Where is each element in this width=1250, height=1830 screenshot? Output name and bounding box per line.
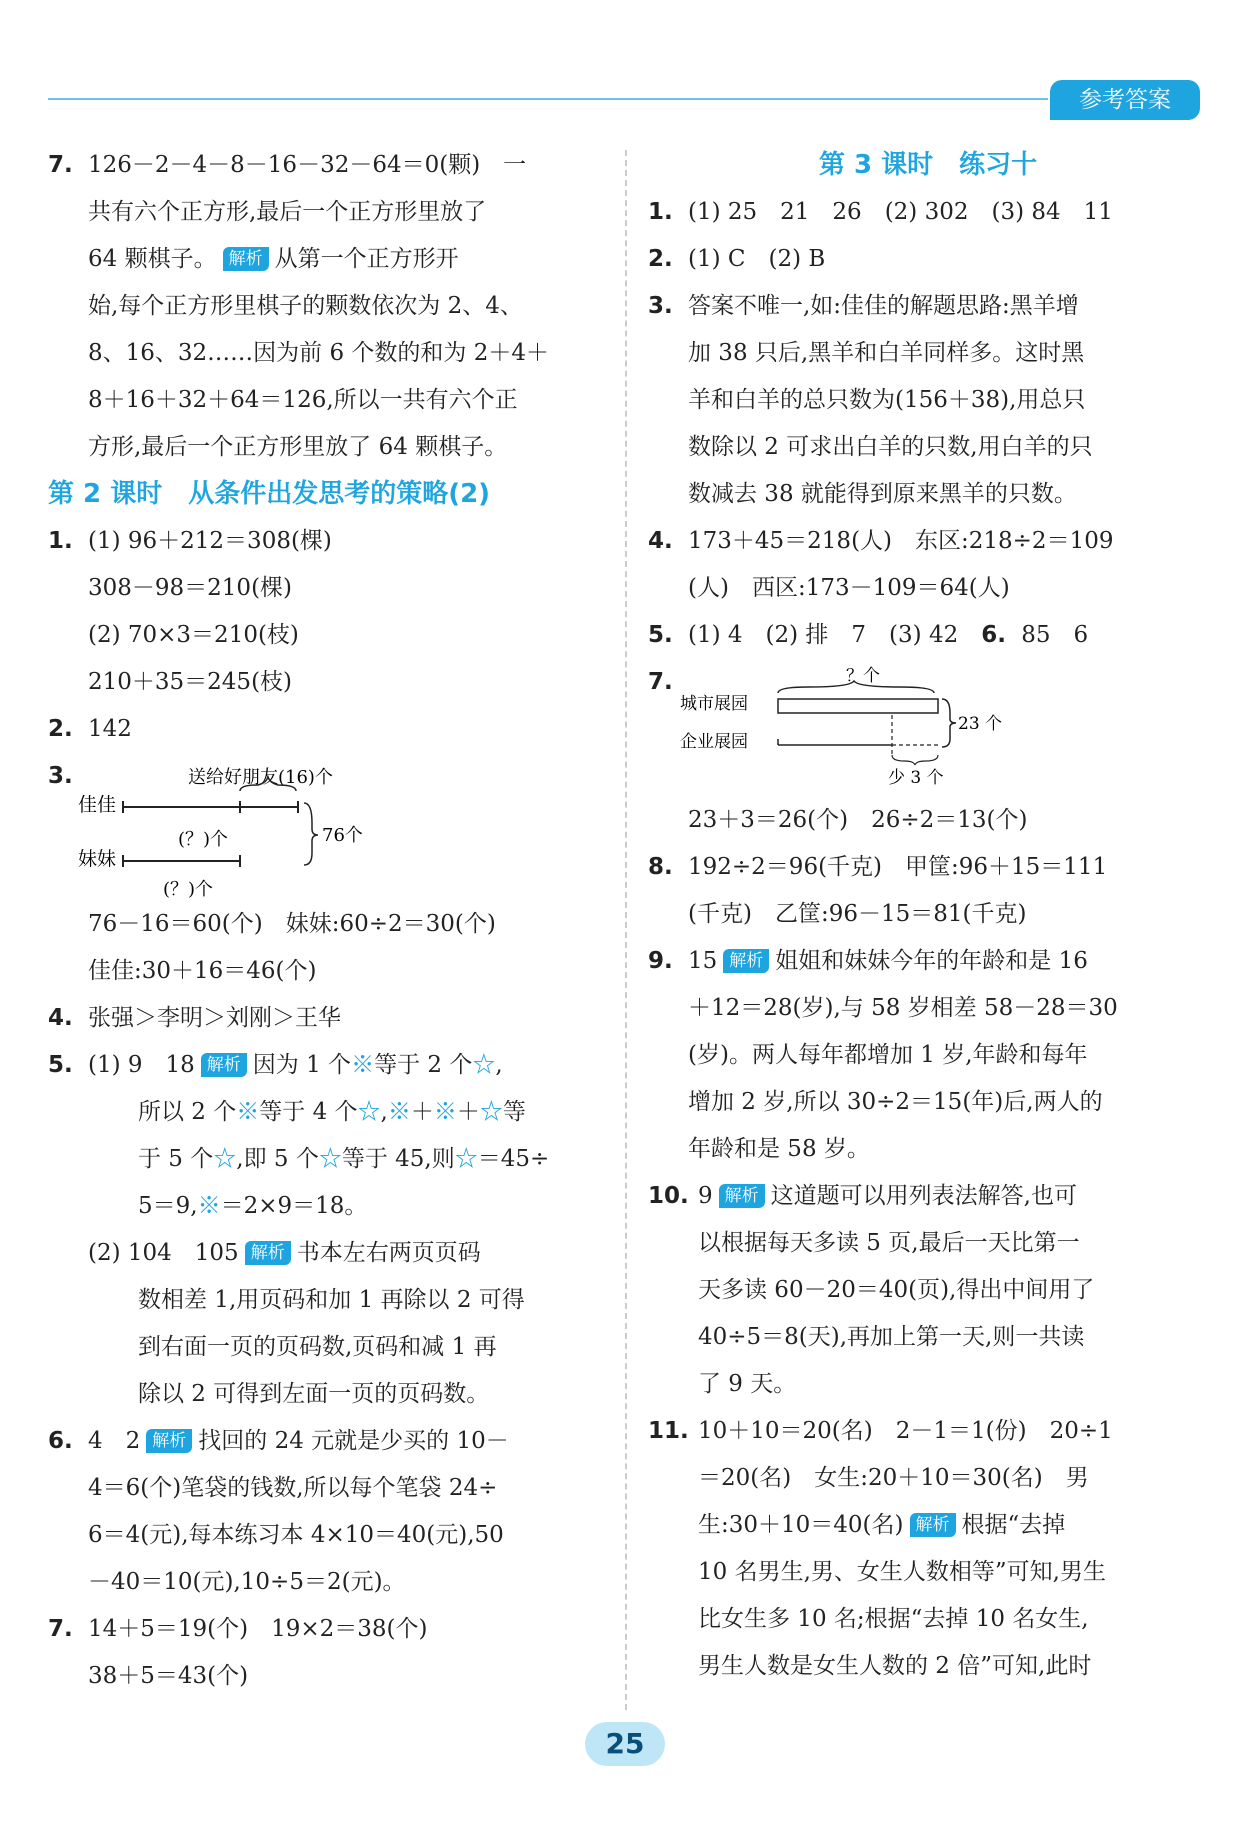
label-unknown-1: (？)个 <box>178 829 229 850</box>
analysis-text: ,即 5 个 <box>236 1146 319 1172</box>
analysis-text: 6＝4(元),每本练习本 4×10＝40(元),50 <box>88 1522 504 1548</box>
analysis-text: 从第一个正方形开 <box>274 246 459 272</box>
answer-text: (2) 70×3＝210(枝) <box>88 622 299 648</box>
analysis-text: 所以 2 个 <box>138 1099 237 1125</box>
analysis-tag: 解析 <box>719 1184 765 1208</box>
left-column: 7. 126－2－4－8－16－32－64＝0(颗) 一 共有六个正方形,最后一个正方形里放了 64 颗棋子。 解析 从第一个正方形开 始,每个正方形里棋子的颗数依次为 2、4、 8、16、32……因为前 6 个数的和为 2＋4＋ 8＋16＋32＋64＝126,所以一共有六个正 方形,最后一个正方形里放了 64 颗棋子。 第 2 课时 从条件出发思考的策略(2) 1. (1) 96＋212＝308(棵) 308－98＝210(棵) (2) 70×3＝210(枝) 210＋35＝245(枝) 2. 142 3. 送给好朋友(16)个 佳佳 (？)个 妹妹 (？)个 76个 76－16＝60(个) 妹妹:60÷2＝30(个) 佳佳:30＋16＝46(个) 4. 张强＞李明＞刘刚＞王华 5. (1) 9 18 解析 因为 1 个※等于 2 个☆, 所以 2 个※等于 4 个☆,※＋※＋☆等 于 5 个☆,即 5 个☆等于 45,则☆＝45÷ 5＝9,※＝2×9＝18。 (2) 104 105 解析 书本左右两页页码 数相差 1,用页码和加 1 再除以 2 可得 到右面一页的页码数,页码和减 1 再 除以 2 可得到左面一页的页码数。 6. 4 2 解析 找回的 24 元就是少买的 10－ 4＝6(个)笔袋的钱数,所以每个笔袋 24÷ 6＝4(元),每本练习本 4×10＝40(元),50 －40＝10(元),10÷5＝2(元)。 7. 14＋5＝19(个) 19×2＝38(个) 38＋5＝43(个) <box>48 142 608 1700</box>
analysis-text: ＋ <box>410 1099 434 1125</box>
answer-text: 14＋5＝19(个) 19×2＝38(个) <box>88 1616 428 1642</box>
analysis-text: －40＝10(元),10÷5＝2(元)。 <box>88 1569 406 1595</box>
analysis-tag: 解析 <box>146 1429 192 1453</box>
analysis-text: 找回的 24 元就是少买的 10－ <box>198 1428 509 1454</box>
analysis-text: 了 9 天。 <box>698 1371 797 1397</box>
label-city: 城市展园 <box>680 694 748 714</box>
answer-text: 加 38 只后,黑羊和白羊同样多。这时黑 <box>688 340 1085 366</box>
bar-city <box>778 699 938 713</box>
analysis-text: 等于 2 个 <box>374 1052 473 1078</box>
analysis-text: 10 名男生,男、女生人数相等”可知,男生 <box>698 1559 1106 1585</box>
section-title: 第 2 课时 从条件出发思考的策略(2) <box>48 479 491 509</box>
analysis-text: 始,每个正方形里棋子的颗数依次为 2、4、 <box>88 293 523 319</box>
question-number: 7. <box>648 669 673 695</box>
answer-text: (1) 96＋212＝308(棵) <box>88 528 332 554</box>
answer-text: 数减去 38 就能得到原来黑羊的只数。 <box>688 481 1077 507</box>
analysis-text: 根据“去掉 <box>961 1512 1066 1538</box>
analysis-text: 8、16、32……因为前 6 个数的和为 2＋4＋ <box>88 340 549 366</box>
question-number: 7. <box>48 1616 73 1642</box>
analysis-tag: 解析 <box>910 1513 956 1537</box>
question-number: 11. <box>648 1418 689 1444</box>
star-symbol: ☆ <box>454 1146 478 1172</box>
answer-text: 10＋10＝20(名) 2－1＝1(份) 20÷1 <box>698 1418 1113 1444</box>
question-number: 5. <box>48 1052 73 1078</box>
question-number: 4. <box>648 528 673 554</box>
section-title: 第 3 课时 练习十 <box>818 150 1038 180</box>
analysis-text: 这道题可以用列表法解答,也可 <box>770 1183 1077 1209</box>
question-number: 4. <box>48 1005 73 1031</box>
question-number: 6. <box>981 622 1006 648</box>
label-enterprise: 企业展园 <box>680 732 748 752</box>
question-number: 2. <box>648 246 673 272</box>
analysis-text: 等于 4 个 <box>259 1099 358 1125</box>
analysis-text: 年龄和是 58 岁。 <box>688 1136 870 1162</box>
brace-right <box>304 803 318 865</box>
answer-text: 15 <box>688 948 718 974</box>
answer-text: 答案不唯一,如:佳佳的解题思路:黑羊增 <box>688 293 1079 319</box>
analysis-text: 姐姐和妹妹今年的年龄和是 16 <box>775 948 1088 974</box>
label-less: 少 3 个 <box>888 768 944 788</box>
brace-right <box>942 699 956 747</box>
answer-text: 9 <box>698 1183 713 1209</box>
analysis-text: 增加 2 岁,所以 30÷2＝15(年)后,两人的 <box>688 1089 1103 1115</box>
question-number: 7. <box>48 152 73 178</box>
analysis-text: 等 <box>502 1099 526 1125</box>
analysis-text: 除以 2 可得到左面一页的页码数。 <box>138 1381 490 1407</box>
question-number: 10. <box>648 1183 689 1209</box>
answer-text: (千克) 乙筐:96－15＝81(千克) <box>688 901 1027 927</box>
star-symbol: ☆ <box>213 1146 237 1172</box>
analysis-text: 5＝9, <box>138 1193 198 1219</box>
answer-text: (1) 25 21 26 (2) 302 (3) 84 11 <box>688 199 1113 225</box>
note-symbol: ※ <box>236 1099 260 1125</box>
answer-text: (1) 9 18 <box>88 1052 195 1078</box>
question-number: 3. <box>48 763 73 789</box>
question-number: 1. <box>648 199 673 225</box>
question-number: 8. <box>648 854 673 880</box>
analysis-tag: 解析 <box>201 1053 247 1077</box>
answer-text: 4 2 <box>88 1428 141 1454</box>
line-segment-diagram <box>48 753 608 901</box>
analysis-text: 到右面一页的页码数,页码和减 1 再 <box>138 1334 497 1360</box>
note-symbol: ※ <box>387 1099 411 1125</box>
analysis-text: 天多读 60－20＝40(页),得出中间用了 <box>698 1277 1095 1303</box>
star-symbol: ☆ <box>357 1099 381 1125</box>
answer-text: 192÷2＝96(千克) 甲筐:96＋15＝111 <box>688 854 1108 880</box>
star-symbol: ☆ <box>318 1146 342 1172</box>
label-gift: 送给好朋友(16)个 <box>188 767 333 788</box>
analysis-tag: 解析 <box>245 1241 291 1265</box>
answer-text: 126－2－4－8－16－32－64＝0(颗) 一 <box>88 152 527 178</box>
analysis-tag: 解析 <box>723 949 769 973</box>
answer-text: 羊和白羊的总只数为(156＋38),用总只 <box>688 387 1086 413</box>
star-symbol: ☆ <box>472 1052 496 1078</box>
brace-top <box>778 681 934 693</box>
analysis-text: 数相差 1,用页码和加 1 再除以 2 可得 <box>138 1287 525 1313</box>
answer-text: 38＋5＝43(个) <box>88 1663 249 1689</box>
question-number: 1. <box>48 528 73 554</box>
analysis-text: 比女生多 10 名;根据“去掉 10 名女生, <box>698 1606 1089 1632</box>
analysis-text: 以根据每天多读 5 页,最后一天比第一 <box>698 1230 1080 1256</box>
question-number: 3. <box>648 293 673 319</box>
header-rule <box>48 98 1048 100</box>
answer-text: 64 颗棋子。 <box>88 246 217 272</box>
question-number: 2. <box>48 716 73 742</box>
answer-text: 210＋35＝245(枝) <box>88 669 293 695</box>
answer-text: 生:30＋10＝40(名) <box>698 1512 904 1538</box>
analysis-text: 因为 1 个 <box>252 1052 352 1078</box>
analysis-text: ＋ <box>456 1099 480 1125</box>
answer-key-tab: 参考答案 <box>1050 80 1200 120</box>
answer-text: 佳佳:30＋16＝46(个) <box>88 958 317 984</box>
label-total: 76个 <box>322 825 363 846</box>
note-symbol: ※ <box>433 1099 457 1125</box>
right-column <box>648 142 1208 1690</box>
answer-text: ＝20(名) 女生:20＋10＝30(名) 男 <box>698 1465 1089 1491</box>
question-number: 5. <box>648 622 673 648</box>
analysis-text: ＝45÷ <box>477 1146 550 1172</box>
analysis-text: 4＝6(个)笔袋的钱数,所以每个笔袋 24÷ <box>88 1475 498 1501</box>
answer-text: (1) 4 (2) 排 7 (3) 42 <box>688 622 959 648</box>
analysis-text: ＋12＝28(岁),与 58 岁相差 58－28＝30 <box>688 995 1118 1021</box>
answer-text: 173＋45＝218(人) 东区:218÷2＝109 <box>688 528 1114 554</box>
brace-less <box>892 755 938 765</box>
answer-text: 23＋3＝26(个) 26÷2＝13(个) <box>688 807 1028 833</box>
answer-text: 数除以 2 可求出白羊的只数,用白羊的只 <box>688 434 1093 460</box>
answer-text: 张强＞李明＞刘刚＞王华 <box>88 1005 341 1031</box>
answer-text: 142 <box>88 716 132 742</box>
label-unknown-2: (？)个 <box>163 879 214 900</box>
page-number: 25 <box>585 1722 665 1766</box>
label-total: 23 个 <box>958 714 1003 734</box>
answer-text: 76－16＝60(个) 妹妹:60÷2＝30(个) <box>88 911 496 937</box>
answer-text: (2) 104 105 <box>88 1240 239 1266</box>
question-number: 9. <box>648 948 673 974</box>
note-symbol: ※ <box>197 1193 221 1219</box>
answer-text: (1) C (2) B <box>688 246 826 272</box>
analysis-tag: 解析 <box>223 247 269 271</box>
analysis-text: 方形,最后一个正方形里放了 64 颗棋子。 <box>88 434 508 460</box>
star-symbol: ☆ <box>479 1099 503 1125</box>
note-symbol: ※ <box>351 1052 375 1078</box>
analysis-text: (岁)。两人每年都增加 1 岁,年龄和每年 <box>688 1042 1088 1068</box>
answer-text: 308－98＝210(棵) <box>88 575 293 601</box>
analysis-text: ＝2×9＝18。 <box>220 1193 368 1219</box>
answer-text: 共有六个正方形,最后一个正方形里放了 <box>88 199 487 225</box>
column-divider <box>625 150 627 1710</box>
analysis-text: 等于 45,则 <box>341 1146 455 1172</box>
analysis-text: 40÷5＝8(天),再加上第一天,则一共读 <box>698 1324 1085 1350</box>
segment-figure <box>678 659 1198 797</box>
label-meimei: 妹妹 <box>78 848 117 870</box>
answer-text: (人) 西区:173－109＝64(人) <box>688 575 1010 601</box>
answer-text: 85 6 <box>1021 622 1089 648</box>
line-segment-diagram <box>648 659 1208 797</box>
analysis-text: 于 5 个 <box>138 1146 214 1172</box>
analysis-text: 男生人数是女生人数的 2 倍”可知,此时 <box>698 1653 1092 1679</box>
analysis-text: 8＋16＋32＋64＝126,所以一共有六个正 <box>88 387 518 413</box>
label-jiajia: 佳佳 <box>78 794 117 816</box>
segment-figure <box>68 753 588 901</box>
question-number: 6. <box>48 1428 73 1454</box>
analysis-text: 书本左右两页页码 <box>296 1240 481 1266</box>
label-unknown: ？个 <box>846 666 880 686</box>
